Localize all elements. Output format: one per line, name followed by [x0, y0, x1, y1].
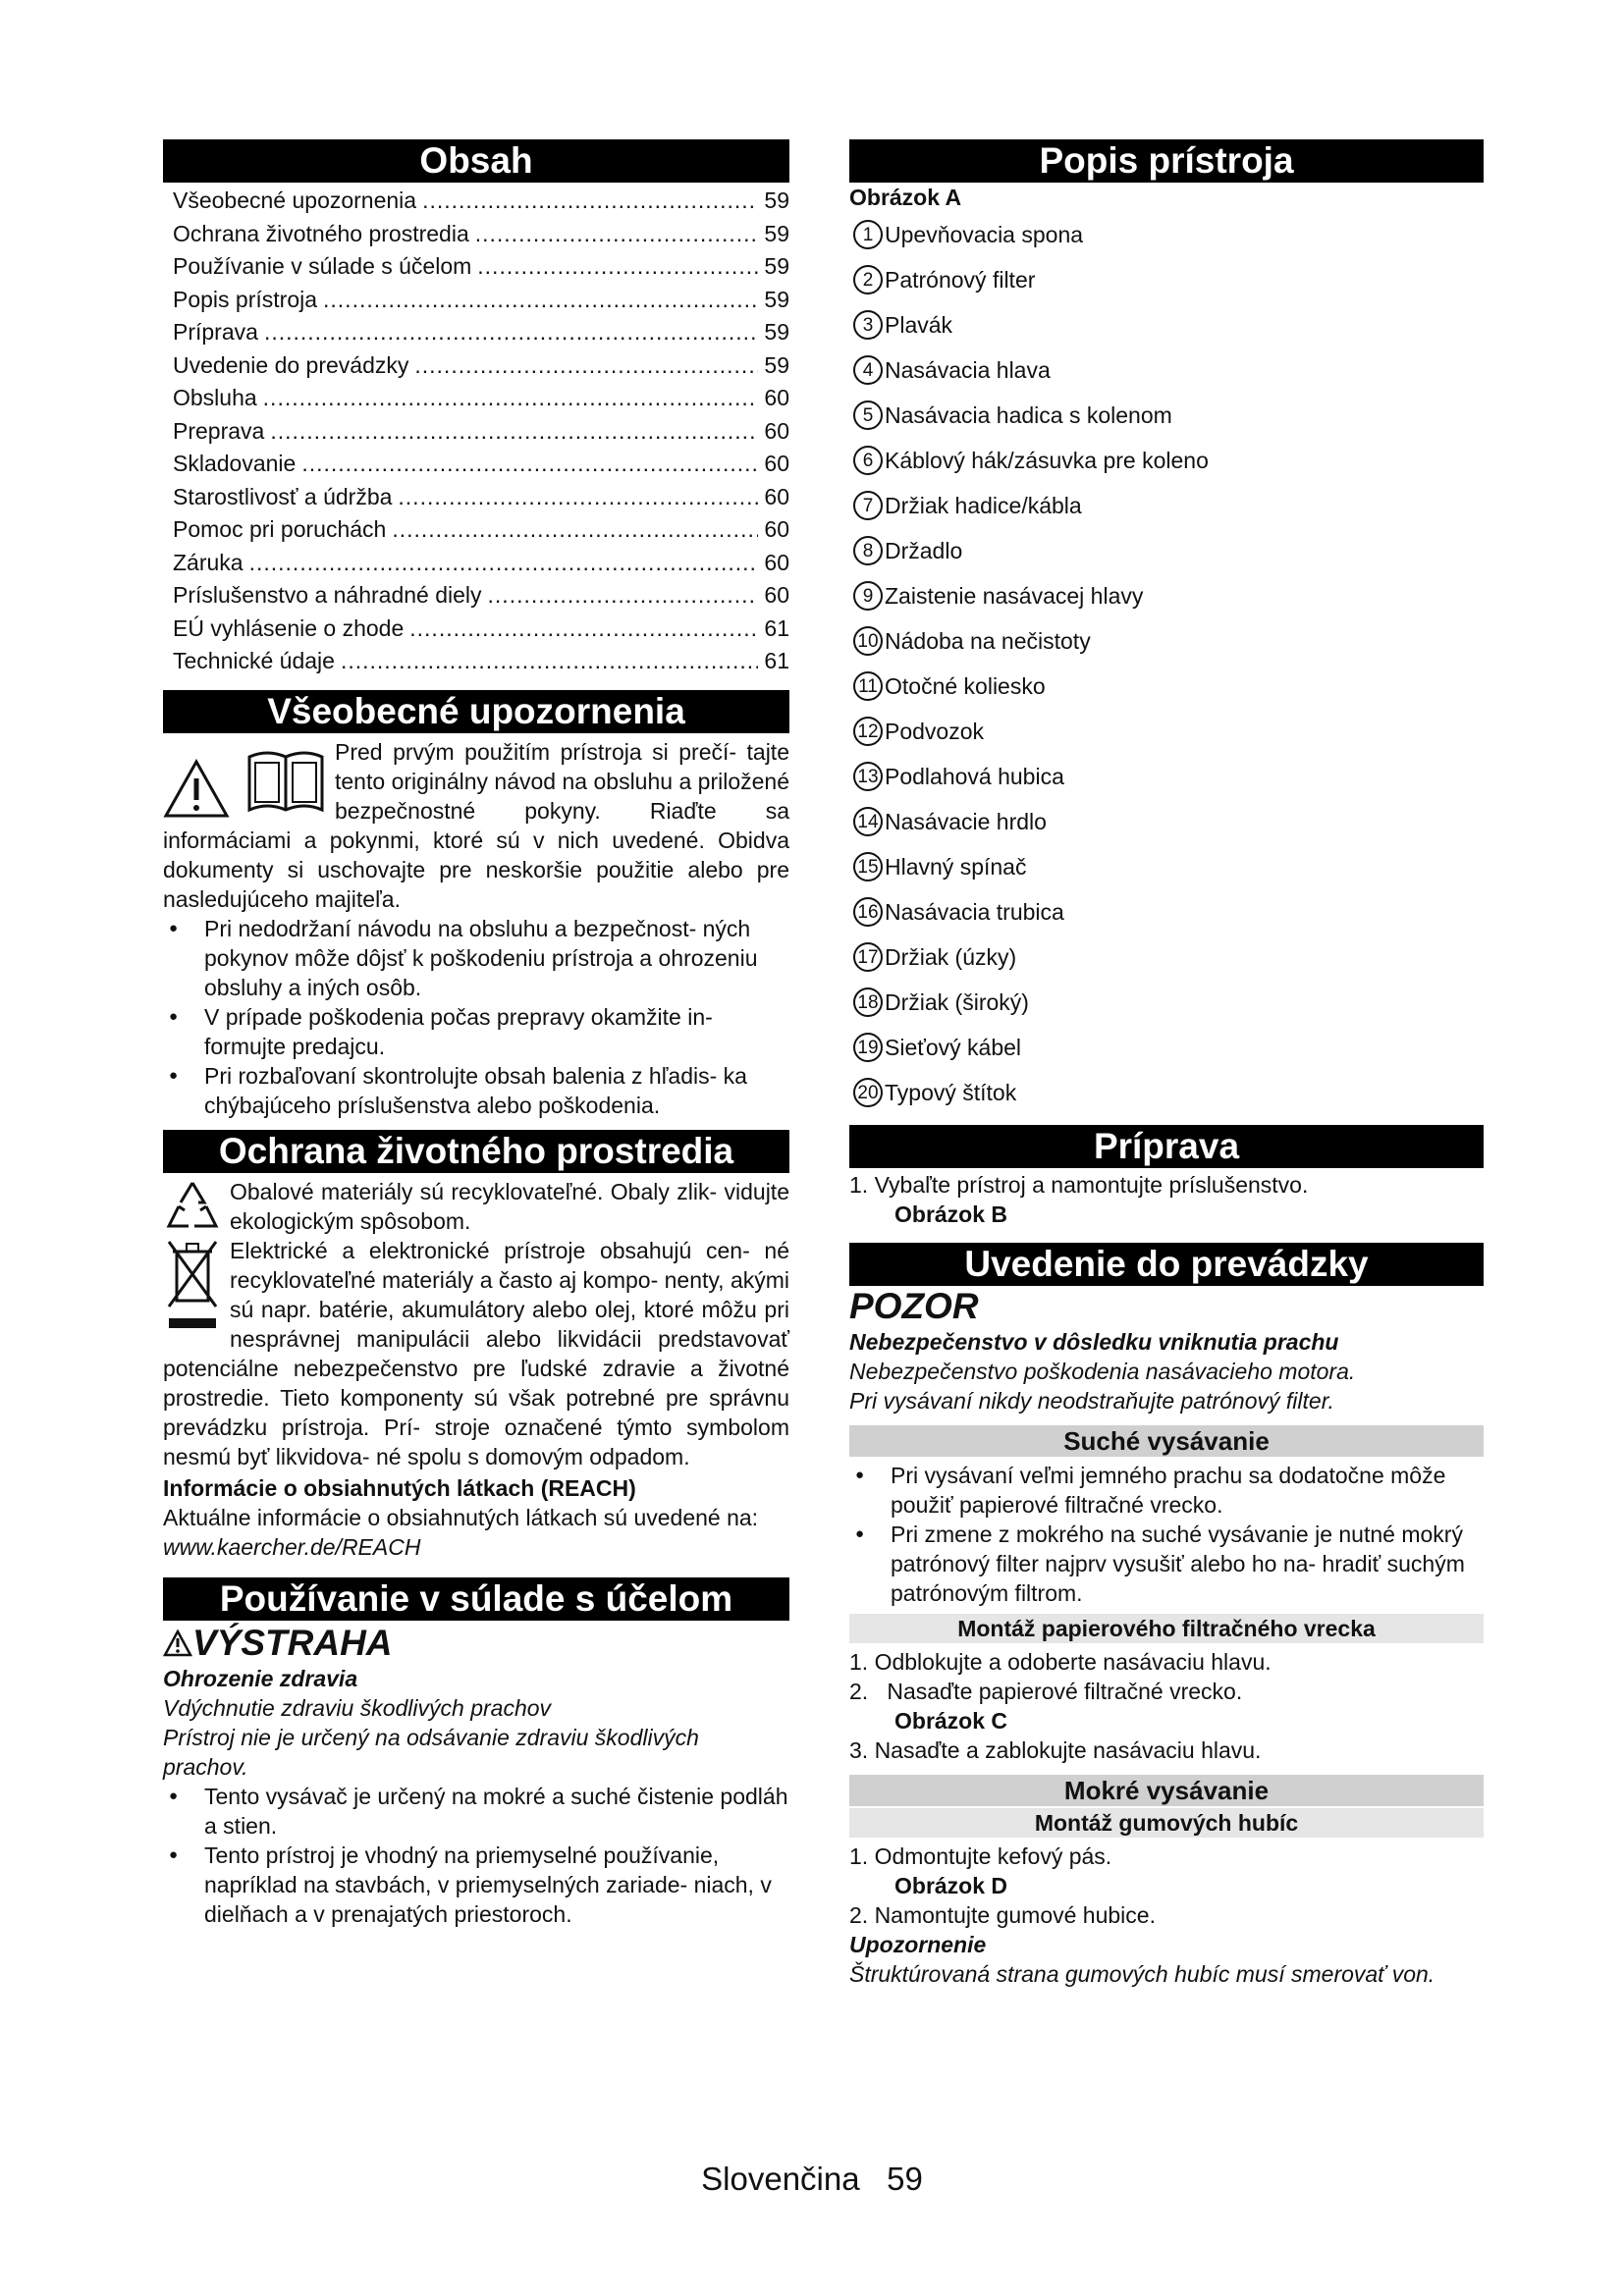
toc-entry-page: 60: [764, 483, 789, 509]
general-warnings-section: [163, 737, 789, 1120]
general-warnings-heading: Všeobecné upozornenia: [163, 690, 789, 733]
toc-entry[interactable]: [163, 579, 789, 613]
item-number-badge: 20: [853, 1078, 883, 1107]
reach-description: Aktuálne informácie o obsiahnutých látkach sú uvedené na:: [163, 1504, 759, 1530]
figure-a-label: Obrázok A: [849, 185, 962, 210]
toc-leader-dots: [249, 547, 759, 580]
warning-line-2: Prístroj nie je určený na odsávanie zdraviu škodlivých prachov.: [163, 1724, 699, 1780]
component-label: Káblový hák/zásuvka pre koleno: [885, 448, 1209, 473]
toc-entry-label: Starostlivosť a údržba: [173, 483, 393, 509]
item-number-badge: 19: [853, 1033, 883, 1062]
warning-line-1: Vdýchnutie zdraviu škodlivých prachov: [163, 1694, 552, 1721]
component-item: [849, 347, 1484, 393]
toc-entry-label: Pomoc pri poruchách: [173, 516, 387, 542]
paper-bag-heading: Montáž papierového filtračného vrecka: [849, 1614, 1484, 1643]
toc-leader-dots: [263, 382, 759, 415]
component-label: Držiak hadice/kábla: [885, 493, 1082, 518]
component-label: Hlavný spínač: [885, 854, 1027, 880]
toc-entry[interactable]: [163, 382, 789, 415]
component-label: Otočné koliesko: [885, 673, 1046, 699]
reach-text: [163, 1503, 789, 1562]
item-number-badge: 8: [853, 536, 883, 565]
general-intro-text: Pred prvým použitím prístroja si prečí- tajte tento originálny návod na obsluhu a priložené bezpečnostné pokyny. Riaďte sa informáciami a pokynmi, ktoré sú v nich uvedené. Obidva dokumenty si uschovajte pre neskoršie použitie alebo pre nasledujúceho majiteľa.: [163, 738, 789, 912]
component-item: [849, 257, 1484, 302]
component-item: [849, 799, 1484, 844]
footer-language: Slovenčina: [701, 2161, 860, 2197]
item-number-badge: 7: [853, 491, 883, 520]
toc-entry-page: 60: [764, 516, 789, 542]
toc-entry-page: 59: [764, 319, 789, 345]
component-label: Sieťový kábel: [885, 1035, 1022, 1060]
toc-entry-page: 60: [764, 549, 789, 575]
list-item: ● Pri rozbaľovaní skontrolujte obsah balenia z hľadis- ka chýbajúceho príslušenstva alebo poškodenia.: [163, 1061, 789, 1120]
component-item: [849, 709, 1484, 754]
dry-step-2: 2. Nasaďte papierové filtračné vrecko.: [849, 1679, 1243, 1704]
toc-entry-label: Technické údaje: [173, 648, 335, 673]
component-item: [849, 573, 1484, 618]
list-item: ● Pri zmene z mokrého na suché vysávanie je nutné mokrý patrónový filter najprv vysušiť alebo ho na- hradiť suchým patrónovým filtrom.: [849, 1520, 1484, 1608]
component-label: Držiak (široký): [885, 989, 1029, 1015]
item-number-badge: 6: [853, 446, 883, 475]
toc-entry[interactable]: [163, 481, 789, 514]
component-label: Patrónový filter: [885, 267, 1036, 293]
toc-entry-label: Skladovanie: [173, 451, 297, 476]
component-label: Držadlo: [885, 538, 963, 563]
warning-title: [163, 1623, 789, 1664]
item-number-badge: 16: [853, 897, 883, 927]
toc-heading: Obsah: [163, 139, 789, 183]
toc-leader-dots: [414, 349, 758, 383]
intended-use-heading: Používanie v súlade s účelom: [163, 1577, 789, 1621]
item-number-badge: 3: [853, 310, 883, 340]
component-label: Držiak (úzky): [885, 944, 1017, 970]
toc-leader-dots: [323, 284, 758, 317]
toc-entry[interactable]: [163, 613, 789, 646]
toc-entry[interactable]: [163, 415, 789, 449]
component-label: Nasávacie hrdlo: [885, 809, 1047, 834]
list-item: ● Tento prístroj je vhodný na priemyselné používanie, napríklad na stavbách, v priemyselných zariade- niach, v dielňach a v prenajatých priestoroch.: [163, 1841, 789, 1929]
item-number-badge: 14: [853, 807, 883, 836]
list-item: ● Pri vysávaní veľmi jemného prachu sa dodatočne môže použiť papierové filtračné vrecko.: [849, 1461, 1484, 1520]
toc-entry[interactable]: [163, 284, 789, 317]
toc-entry-label: Preprava: [173, 417, 265, 444]
component-item: [849, 844, 1484, 889]
toc-leader-dots: [409, 613, 758, 646]
item-number-badge: 13: [853, 762, 883, 791]
wet-step-1: 1. Odmontujte kefový pás.: [849, 1843, 1112, 1869]
item-number-badge: 15: [853, 852, 883, 881]
startup-heading: Uvedenie do prevádzky: [849, 1243, 1484, 1286]
component-item: [849, 980, 1484, 1025]
caution-line-2: Pri vysávaní nikdy neodstraňujte patrónový filter.: [849, 1388, 1334, 1414]
component-label: Podlahová hubica: [885, 764, 1064, 789]
dry-step-1: 1. Odblokujte a odoberte nasávaciu hlavu.: [849, 1649, 1272, 1675]
toc-entry[interactable]: [163, 218, 789, 251]
component-item: [849, 393, 1484, 438]
item-number-badge: 10: [853, 626, 883, 656]
crossed-bin-icon: [163, 1238, 222, 1332]
manual-warning-icons: [163, 737, 335, 826]
recycling-icon: [163, 1177, 222, 1236]
toc-leader-dots: [341, 645, 758, 678]
toc-entry-page: 60: [764, 582, 789, 608]
toc-leader-dots: [301, 448, 758, 481]
preparation-step-1: 1. Vybaľte prístroj a namontujte príslušenstvo.: [849, 1172, 1309, 1198]
environment-heading: Ochrana životného prostredia: [163, 1130, 789, 1173]
note-heading: Upozornenie: [849, 1932, 987, 1957]
toc-entry-label: Všeobecné upozornenia: [173, 187, 417, 213]
component-label: Podvozok: [885, 719, 985, 744]
caution-line-1: Nebezpečenstvo poškodenia nasávacieho motora.: [849, 1359, 1356, 1384]
dry-vacuuming-bullet-list: [849, 1461, 1484, 1608]
component-label: Plavák: [885, 312, 953, 338]
component-item: [849, 438, 1484, 483]
component-label: Nasávacia hlava: [885, 357, 1051, 383]
page-number: 59: [887, 2161, 923, 2197]
toc-entry-label: Príslušenstvo a náhradné diely: [173, 582, 482, 608]
toc-entry-page: 61: [764, 614, 789, 641]
toc-leader-dots: [477, 250, 758, 284]
rubber-lips-heading: Montáž gumových hubíc: [849, 1808, 1484, 1838]
toc-entry-page: 59: [764, 187, 789, 213]
figure-c-label: Obrázok C: [894, 1708, 1008, 1734]
toc-entry-page: 61: [764, 648, 789, 673]
description-heading: Popis prístroja: [849, 139, 1484, 183]
toc-entry[interactable]: [163, 349, 789, 383]
note-text: Štruktúrovaná strana gumových hubíc musí smerovať von.: [849, 1961, 1435, 1987]
toc-entry-page: 59: [764, 220, 789, 246]
left-column: [163, 139, 789, 1929]
caution-title: POZOR: [849, 1286, 979, 1326]
component-label: Upevňovacia spona: [885, 222, 1084, 247]
warning-triangle-icon: [163, 759, 230, 820]
intended-use-section: [163, 1623, 789, 1929]
toc-entry-page: 59: [764, 351, 789, 378]
toc-entry-label: Používanie v súlade s účelom: [173, 253, 472, 279]
dry-step-3: 3. Nasaďte a zablokujte nasávaciu hlavu.: [849, 1737, 1262, 1763]
warning-label: VÝSTRAHA: [192, 1622, 393, 1663]
electrical-waste-text: Elektrické a elektronické prístroje obsahujú cen- né recyklovateľné materiály a často aj kompo- nenty, akými sú napr. batérie, akumulátory alebo olej, ktoré môžu pri nesprávnej manipulácii alebo likvidácii predstavovať potenciálne nebezpečenstvo pre ľudské zdravie a životné prostredie. Tieto komponenty sú však potrebné pre správnu prevádzku prístroja. Prí- stroje označené týmto symbolom nesmú byť likvidova- né spolu s domovým odpadom.: [163, 1237, 790, 1469]
warning-heading: Ohrozenie zdravia: [163, 1665, 358, 1691]
toc-entry[interactable]: [163, 185, 789, 218]
toc-entry[interactable]: [163, 316, 789, 349]
component-item: [849, 302, 1484, 347]
toc-entry-page: 59: [764, 253, 789, 279]
toc-entry[interactable]: [163, 513, 789, 547]
component-item: [849, 1025, 1484, 1070]
toc-leader-dots: [270, 415, 758, 449]
general-bullet-list: [163, 914, 789, 1120]
table-of-contents: [163, 185, 789, 678]
caution-heading: Nebezpečenstvo v dôsledku vniknutia prachu: [849, 1329, 1339, 1355]
toc-leader-dots: [398, 481, 758, 514]
warning-triangle-icon: [163, 1629, 192, 1657]
dry-vacuuming-heading: Suché vysávanie: [849, 1425, 1484, 1457]
component-label: Zaistenie nasávacej hlavy: [885, 583, 1144, 609]
reach-link[interactable]: www.kaercher.de/REACH: [163, 1533, 421, 1560]
toc-entry-page: 60: [764, 451, 789, 476]
component-item: [849, 618, 1484, 664]
component-label: Nádoba na nečistoty: [885, 628, 1091, 654]
toc-entry-label: Uvedenie do prevádzky: [173, 351, 409, 378]
component-item: [849, 889, 1484, 934]
toc-entry[interactable]: [163, 645, 789, 678]
toc-leader-dots: [392, 513, 758, 547]
item-number-badge: 12: [853, 717, 883, 746]
item-number-badge: 2: [853, 265, 883, 294]
component-label: Nasávacia hadica s kolenom: [885, 402, 1172, 428]
toc-entry-label: Popis prístroja: [173, 286, 318, 312]
toc-entry-label: Obsluha: [173, 385, 257, 410]
right-column: [849, 139, 1484, 1989]
toc-leader-dots: [264, 316, 758, 349]
list-item: ● Pri nedodržaní návodu na obsluhu a bezpečnost- ných pokynov môže dôjsť k poškodeniu prístroja a ohrozeniu obsluhy a iných osôb.: [163, 914, 789, 1002]
component-item: [849, 754, 1484, 799]
toc-entry[interactable]: [163, 448, 789, 481]
list-item: ● V prípade poškodenia počas prepravy okamžite in- formujte predajcu.: [163, 1002, 789, 1061]
component-list: [849, 212, 1484, 1115]
page-footer: [0, 2160, 1624, 2199]
item-number-badge: 5: [853, 400, 883, 430]
component-label: Typový štítok: [885, 1080, 1017, 1105]
component-item: [849, 483, 1484, 528]
component-item: [849, 212, 1484, 257]
component-item: [849, 528, 1484, 573]
environment-section: [163, 1177, 789, 1562]
component-item: [849, 1070, 1484, 1115]
toc-entry-label: EÚ vyhlásenie o zhode: [173, 614, 405, 641]
packaging-text: Obalové materiály sú recyklovateľné. Obaly zlik- vidujte ekologickým spôsobom.: [230, 1178, 789, 1234]
toc-entry-label: Príprava: [173, 319, 258, 345]
reach-heading: Informácie o obsiahnutých látkach (REACH): [163, 1474, 636, 1501]
intended-use-bullet-list: [163, 1782, 789, 1929]
toc-entry-label: Záruka: [173, 549, 244, 575]
toc-entry-page: 60: [764, 385, 789, 410]
toc-entry-page: 60: [764, 417, 789, 444]
preparation-heading: Príprava: [849, 1125, 1484, 1168]
toc-entry[interactable]: [163, 547, 789, 580]
toc-leader-dots: [475, 218, 759, 251]
component-label: Nasávacia trubica: [885, 899, 1064, 925]
wet-vacuuming-heading: Mokré vysávanie: [849, 1775, 1484, 1806]
item-number-badge: 1: [853, 220, 883, 249]
toc-entry-page: 59: [764, 286, 789, 312]
book-icon: [245, 747, 326, 818]
component-item: [849, 664, 1484, 709]
toc-entry[interactable]: [163, 250, 789, 284]
figure-d-label: Obrázok D: [894, 1873, 1008, 1898]
item-number-badge: 4: [853, 355, 883, 385]
item-number-badge: 18: [853, 988, 883, 1017]
toc-leader-dots: [488, 579, 759, 613]
toc-leader-dots: [422, 185, 758, 218]
list-item: ● Tento vysávač je určený na mokré a suché čistenie podláh a stien.: [163, 1782, 789, 1841]
item-number-badge: 17: [853, 942, 883, 972]
item-number-badge: 9: [853, 581, 883, 611]
item-number-badge: 11: [853, 671, 883, 701]
component-item: [849, 934, 1484, 980]
figure-b-label: Obrázok B: [894, 1201, 1008, 1227]
wet-step-2: 2. Namontujte gumové hubice.: [849, 1902, 1156, 1928]
toc-entry-label: Ochrana životného prostredia: [173, 220, 469, 246]
